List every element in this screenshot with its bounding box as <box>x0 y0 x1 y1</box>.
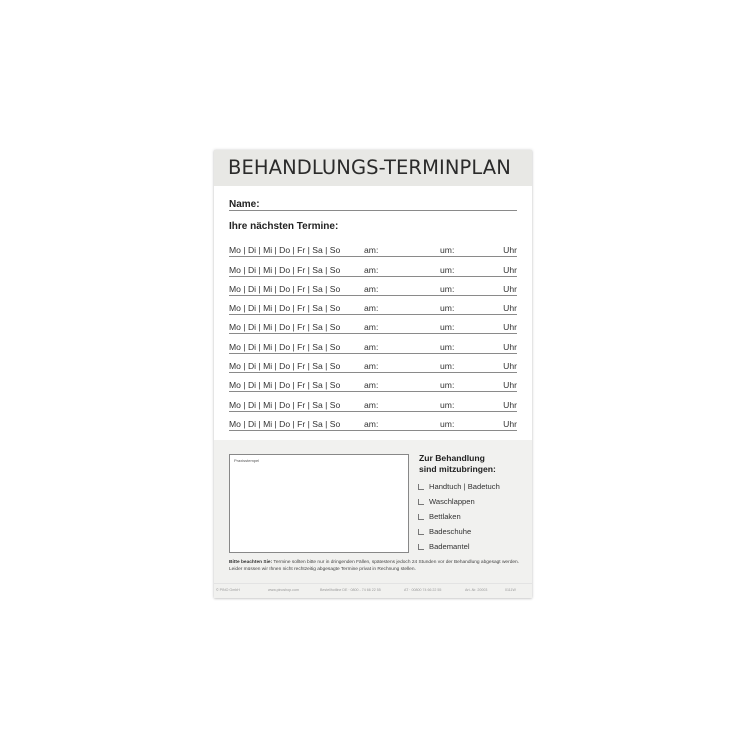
appointment-time-label: um: <box>440 264 455 275</box>
appointment-time-label: um: <box>440 322 455 333</box>
appointment-uhr-label: Uhr <box>503 264 517 275</box>
appointment-time-label: um: <box>440 283 455 294</box>
appointment-row <box>229 277 517 296</box>
appointment-date-label: am: <box>364 303 379 314</box>
bring-item <box>418 497 500 512</box>
footer-website: www.pinoshop.com <box>268 588 299 592</box>
bring-item <box>418 512 500 527</box>
stamp-label: Praxisstempel <box>234 458 260 463</box>
appointment-weekdays: Mo | Di | Mi | Do | Fr | Sa | So <box>229 341 341 352</box>
bring-item <box>418 527 500 542</box>
footer-hotline-at: AT · 00800 74 66 22 55 <box>404 588 442 592</box>
appointment-card <box>214 150 532 598</box>
appointments-title: Ihre nächsten Termine: <box>229 221 339 232</box>
appointment-date-label: am: <box>364 418 379 429</box>
appointment-uhr-label: Uhr <box>503 399 517 410</box>
checkbox-icon <box>418 484 424 490</box>
appointment-row <box>229 392 517 411</box>
appointment-date-label: am: <box>364 322 379 333</box>
footer-code: 0111W <box>505 588 516 592</box>
appointment-time-label: um: <box>440 361 455 372</box>
footer-hotline-de: Bestellhotline DE · 0800 - 74 66 22 55 <box>320 588 381 592</box>
appointment-weekdays: Mo | Di | Mi | Do | Fr | Sa | So <box>229 361 341 372</box>
appointment-weekdays: Mo | Di | Mi | Do | Fr | Sa | So <box>229 418 341 429</box>
checkbox-icon <box>418 514 424 520</box>
footer-article: Art.-Nr. 20003 <box>465 588 488 592</box>
appointment-weekdays: Mo | Di | Mi | Do | Fr | Sa | So <box>229 303 341 314</box>
appointment-date-label: am: <box>364 361 379 372</box>
appointment-weekdays: Mo | Di | Mi | Do | Fr | Sa | So <box>229 264 341 275</box>
bring-item <box>418 482 500 497</box>
checkbox-icon <box>418 544 424 550</box>
name-label: Name: <box>229 199 260 210</box>
cancellation-notice <box>229 559 521 573</box>
appointment-row <box>229 296 517 315</box>
appointment-uhr-label: Uhr <box>503 361 517 372</box>
appointment-row <box>229 315 517 334</box>
appointment-row <box>229 238 517 257</box>
bring-item-label: Badeschuhe <box>429 527 472 536</box>
bring-items-list <box>418 482 500 557</box>
appointment-time-label: um: <box>440 380 455 391</box>
bring-items-title <box>419 453 529 475</box>
appointment-row <box>229 354 517 373</box>
appointment-weekdays: Mo | Di | Mi | Do | Fr | Sa | So <box>229 399 341 410</box>
appointment-list <box>229 238 517 431</box>
card-header <box>214 150 532 186</box>
name-field <box>229 194 517 211</box>
appointment-weekdays: Mo | Di | Mi | Do | Fr | Sa | So <box>229 380 341 391</box>
appointment-weekdays: Mo | Di | Mi | Do | Fr | Sa | So <box>229 245 341 256</box>
appointment-row <box>229 257 517 276</box>
appointment-date-label: am: <box>364 380 379 391</box>
bring-title-line-1: Zur Behandlung <box>419 453 485 463</box>
checkbox-icon <box>418 499 424 505</box>
appointment-time-label: um: <box>440 303 455 314</box>
appointment-uhr-label: Uhr <box>503 341 517 352</box>
appointment-row <box>229 373 517 392</box>
appointment-weekdays: Mo | Di | Mi | Do | Fr | Sa | So <box>229 322 341 333</box>
bring-item-label: Bademantel <box>429 542 470 551</box>
appointment-time-label: um: <box>440 399 455 410</box>
appointment-uhr-label: Uhr <box>503 322 517 333</box>
appointment-row <box>229 334 517 353</box>
notice-bold: Bitte beachten Sie: <box>229 560 273 565</box>
appointment-date-label: am: <box>364 283 379 294</box>
appointment-date-label: am: <box>364 245 379 256</box>
bring-item-label: Waschlappen <box>429 497 475 506</box>
page-title: BEHANDLUNGS-TERMINPLAN <box>228 156 511 179</box>
appointment-uhr-label: Uhr <box>503 283 517 294</box>
notice-text: Termine sollten bitte nur in dringenden Fällen, spätestens jedoch 24 Stunden vor der Behandlung abgesagt werden. Leider müssen wir Ihnen nicht rechtzeitig abgesagte Termine privat in Rechnung stellen. <box>229 560 520 572</box>
appointment-uhr-label: Uhr <box>503 303 517 314</box>
bring-item-label: Bettlaken <box>429 512 461 521</box>
appointment-uhr-label: Uhr <box>503 245 517 256</box>
footer-company: © PINO GmbH <box>216 588 240 592</box>
appointment-time-label: um: <box>440 341 455 352</box>
lower-section <box>214 440 532 598</box>
bring-item <box>418 542 500 557</box>
appointment-date-label: am: <box>364 399 379 410</box>
appointment-time-label: um: <box>440 418 455 429</box>
appointment-uhr-label: Uhr <box>503 380 517 391</box>
appointment-time-label: um: <box>440 245 455 256</box>
appointment-uhr-label: Uhr <box>503 418 517 429</box>
checkbox-icon <box>418 529 424 535</box>
practice-stamp-box <box>229 454 409 553</box>
footer <box>214 583 532 599</box>
appointment-weekdays: Mo | Di | Mi | Do | Fr | Sa | So <box>229 283 341 294</box>
bring-title-line-2: sind mitzubringen: <box>419 464 496 474</box>
appointment-date-label: am: <box>364 341 379 352</box>
appointment-row <box>229 412 517 431</box>
bring-item-label: Handtuch | Badetuch <box>429 482 500 491</box>
appointment-date-label: am: <box>364 264 379 275</box>
